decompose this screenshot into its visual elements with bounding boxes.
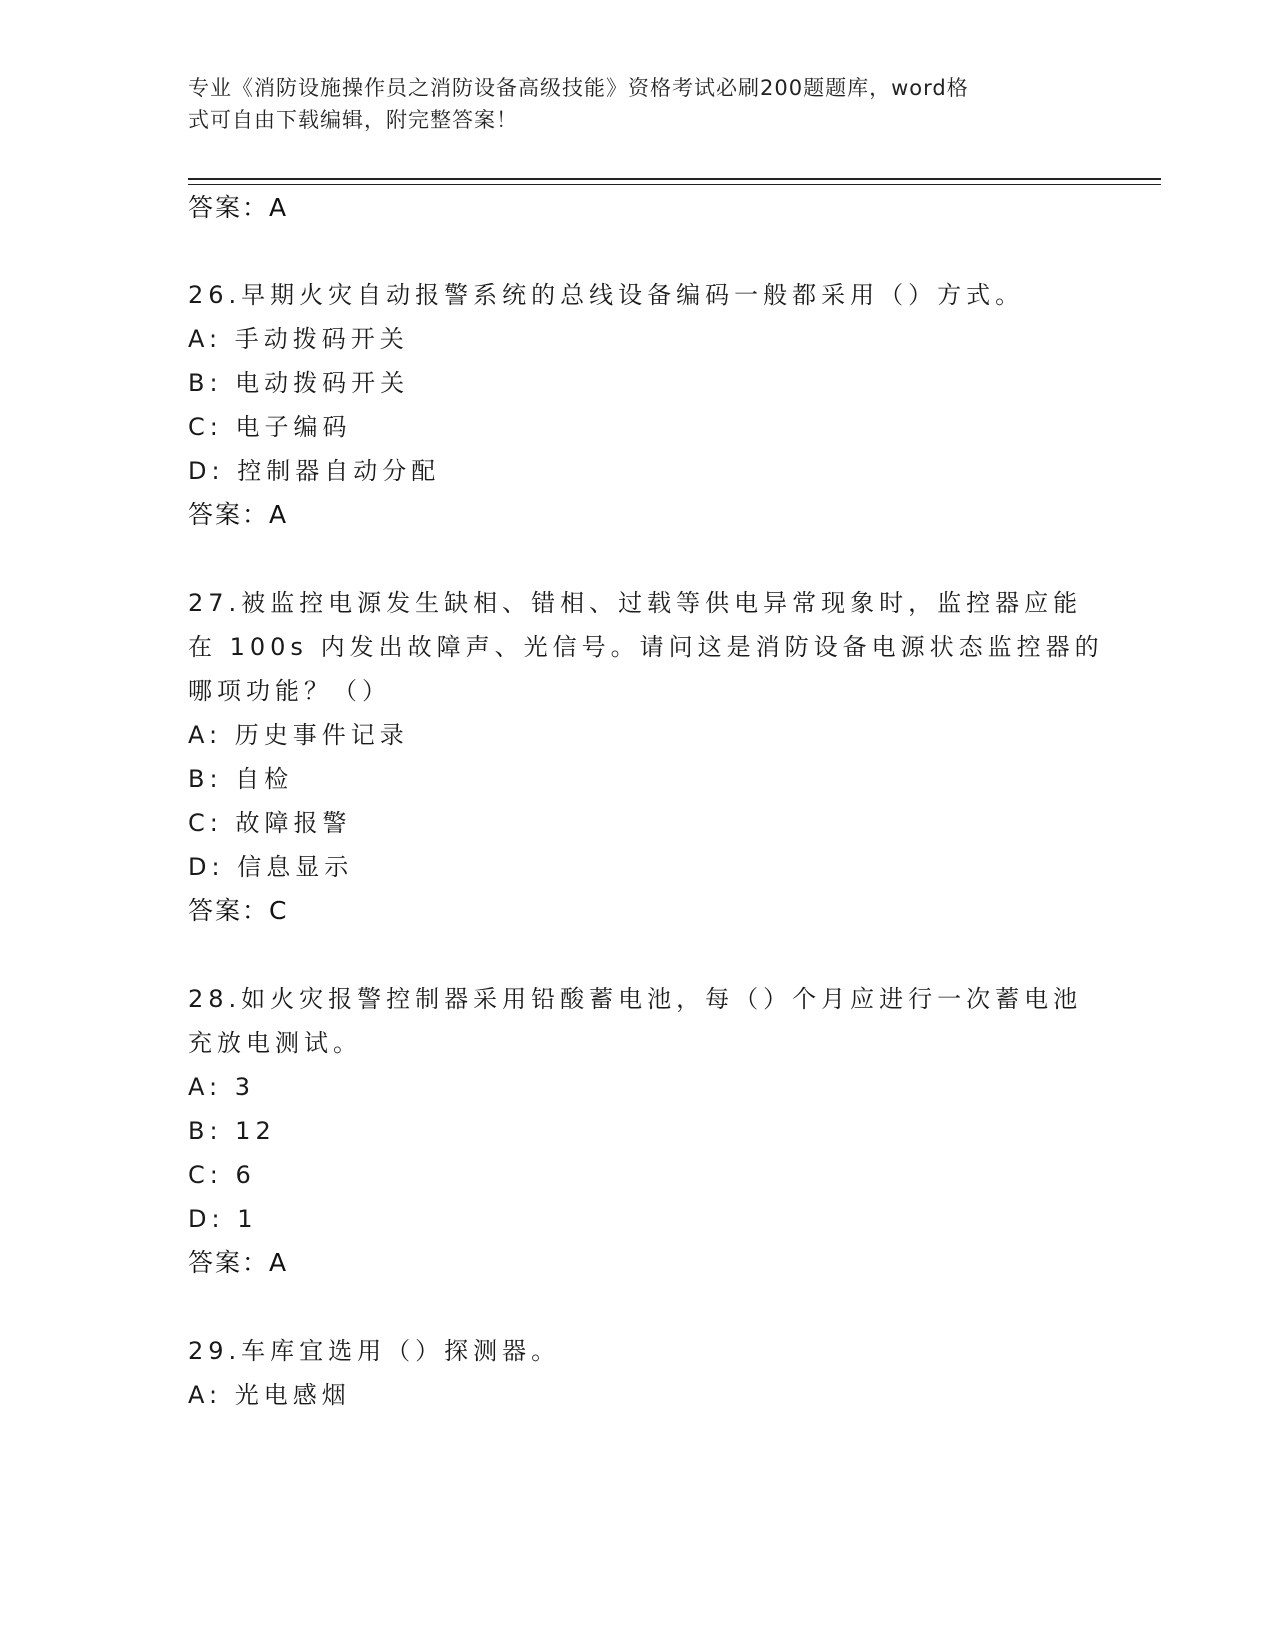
header-divider-thick [188, 178, 1161, 180]
question-28-text-line-2: 充放电测试。 [188, 1029, 362, 1057]
question-26-text: 26.早期火灾自动报警系统的总线设备编码一般都采用（）方式。 [188, 281, 1025, 309]
answer-prev: 答案：A [188, 193, 289, 222]
question-26-option-a: A: 手动拨码开关 [188, 325, 409, 353]
document-header [188, 72, 1068, 136]
question-27-text-line-1: 27.被监控电源发生缺相、错相、过载等供电异常现象时，监控器应能 [188, 589, 1083, 617]
question-28-option-c: C: 6 [188, 1161, 256, 1189]
question-28-answer: 答案：A [188, 1248, 289, 1277]
question-28-option-d: D: 1 [188, 1205, 258, 1233]
question-27-answer: 答案：C [188, 896, 289, 925]
question-26-option-b: B: 电动拨码开关 [188, 369, 410, 397]
header-divider-thin [188, 184, 1161, 185]
header-line-1: 专业《消防设施操作员之消防设备高级技能》资格考试必刷200题题库，word格 [188, 76, 969, 100]
question-28-text-line-1: 28.如火灾报警控制器采用铅酸蓄电池，每（）个月应进行一次蓄电池 [188, 985, 1083, 1013]
question-29-text: 29.车库宜选用（）探测器。 [188, 1337, 561, 1365]
question-27-option-c: C: 故障报警 [188, 809, 352, 837]
question-26-answer: 答案：A [188, 500, 289, 529]
question-27-option-b: B: 自检 [188, 765, 294, 793]
question-27-option-a: A: 历史事件记录 [188, 721, 409, 749]
question-27-option-d: D: 信息显示 [188, 853, 354, 881]
question-26-option-d: D: 控制器自动分配 [188, 457, 441, 485]
question-27-text-line-3: 哪项功能？（） [188, 677, 391, 705]
question-28-option-a: A: 3 [188, 1073, 255, 1101]
question-26-option-c: C: 电子编码 [188, 413, 352, 441]
question-27-text-line-2: 在 100s 内发出故障声、光信号。请问这是消防设备电源状态监控器的 [188, 633, 1104, 661]
question-28-option-b: B: 12 [188, 1117, 276, 1145]
question-29-option-a: A: 光电感烟 [188, 1381, 351, 1409]
header-line-2: 式可自由下载编辑，附完整答案！ [188, 108, 518, 132]
